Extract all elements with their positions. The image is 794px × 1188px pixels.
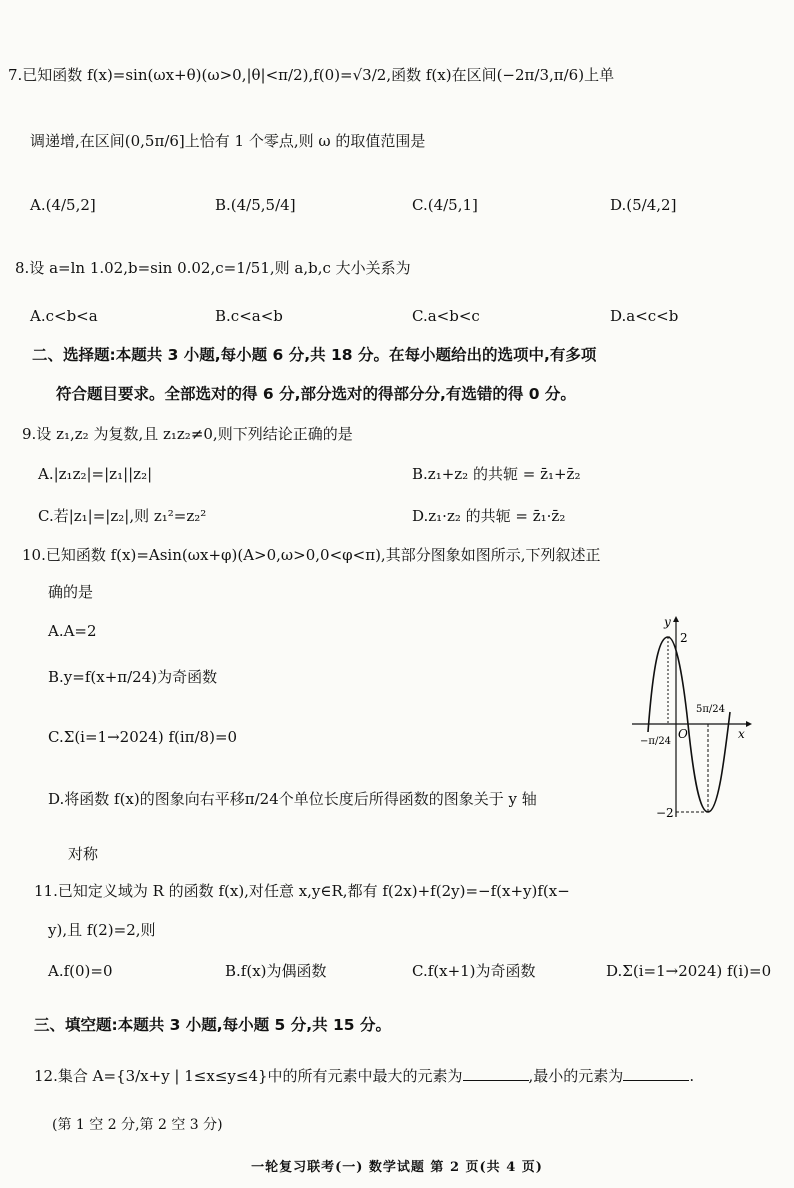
q7-option-a: A.(4/5,2] <box>30 196 96 214</box>
q12-blank-max[interactable] <box>463 1066 529 1081</box>
q12-stem-part1: 12.集合 A={3/x+y | 1≤x≤y≤4}中的所有元素中最大的元素为 <box>34 1067 463 1085</box>
q9-option-a: A.|z₁z₂|=|z₁||z₂| <box>38 465 153 483</box>
q7-option-d: D.(5/4,2] <box>610 196 677 214</box>
q10-option-c: C.Σ(i=1→2024) f(iπ/8)=0 <box>48 728 238 746</box>
q11-option-b: B.f(x)为偶函数 <box>225 962 327 980</box>
graph-x-left-label: −π/24 <box>640 736 672 747</box>
graph-y-label: y <box>664 615 671 629</box>
q9-stem: 9.设 z₁,z₂ 为复数,且 z₁z₂≠0,则下列结论正确的是 <box>22 425 353 443</box>
q10-stem-line2: 确的是 <box>48 583 94 601</box>
q10-function-graph <box>628 612 758 824</box>
graph-y-max-label: 2 <box>680 631 688 645</box>
graph-y-min-label: −2 <box>656 806 674 820</box>
graph-origin-label: O <box>678 727 688 741</box>
q10-option-b: B.y=f(x+π/24)为奇函数 <box>48 668 218 686</box>
q10-option-d-line1: D.将函数 f(x)的图象向右平移π/24个单位长度后所得函数的图象关于 y 轴 <box>48 790 537 808</box>
q11-option-d: D.Σ(i=1→2024) f(i)=0 <box>606 962 772 980</box>
q9-option-b: B.z₁+z₂ 的共轭 = z̄₁+z̄₂ <box>412 465 581 483</box>
q10-option-a: A.A=2 <box>48 622 97 640</box>
q12-blank-min[interactable] <box>623 1066 689 1081</box>
graph-x-right-label: 5π/24 <box>696 704 726 715</box>
q12-stem-end: . <box>689 1067 695 1085</box>
q7-stem-line1: 7.已知函数 f(x)=sin(ωx+θ)(ω>0,|θ|<π/2),f(0)=√3/2,函数 f(x)在区间(−2π/3,π/6)上单 <box>8 66 615 84</box>
section3-heading: 三、填空题:本题共 3 小题,每小题 5 分,共 15 分。 <box>34 1016 391 1034</box>
graph-x-arrow <box>746 721 752 727</box>
q7-option-c: C.(4/5,1] <box>412 196 478 214</box>
page-footer: 一轮复习联考(一) 数学试题 第 2 页(共 4 页) <box>251 1160 543 1175</box>
q12-stem <box>34 1066 694 1085</box>
q11-stem-line2: y),且 f(2)=2,则 <box>48 921 156 939</box>
q10-stem-line1: 10.已知函数 f(x)=Asin(ωx+φ)(A>0,ω>0,0<φ<π),其部分图象如图所示,下列叙述正 <box>22 546 601 564</box>
q7-option-b: B.(4/5,5/4] <box>215 196 296 214</box>
q8-stem: 8.设 a=ln 1.02,b=sin 0.02,c=1/51,则 a,b,c 大小关系为 <box>15 259 411 277</box>
q8-option-c: C.a<b<c <box>412 307 480 325</box>
graph-x-label: x <box>738 727 745 741</box>
section2-instructions: 符合题目要求。全部选对的得 6 分,部分选对的得部分分,有选错的得 0 分。 <box>56 385 576 403</box>
section2-heading: 二、选择题:本题共 3 小题,每小题 6 分,共 18 分。在每小题给出的选项中,有多项 <box>32 346 597 364</box>
q7-stem-line2: 调递增,在区间(0,5π/6]上恰有 1 个零点,则 ω 的取值范围是 <box>30 132 426 150</box>
q12-stem-part2: ,最小的元素为 <box>528 1067 624 1085</box>
q8-option-d: D.a<c<b <box>610 307 679 325</box>
graph-y-arrow <box>673 616 679 622</box>
q8-option-a: A.c<b<a <box>30 307 98 325</box>
q8-option-b: B.c<a<b <box>215 307 283 325</box>
q11-option-c: C.f(x+1)为奇函数 <box>412 962 536 980</box>
q10-option-d-line2: 对称 <box>68 845 99 863</box>
q9-option-d: D.z₁·z₂ 的共轭 = z̄₁·z̄₂ <box>412 507 566 525</box>
q9-option-c: C.若|z₁|=|z₂|,则 z₁²=z₂² <box>38 507 207 525</box>
q12-scoring-note: (第 1 空 2 分,第 2 空 3 分) <box>52 1117 223 1133</box>
q11-stem-line1: 11.已知定义域为 R 的函数 f(x),对任意 x,y∈R,都有 f(2x)+f(2y)=−f(x+y)f(x− <box>34 882 570 900</box>
q11-option-a: A.f(0)=0 <box>48 962 113 980</box>
